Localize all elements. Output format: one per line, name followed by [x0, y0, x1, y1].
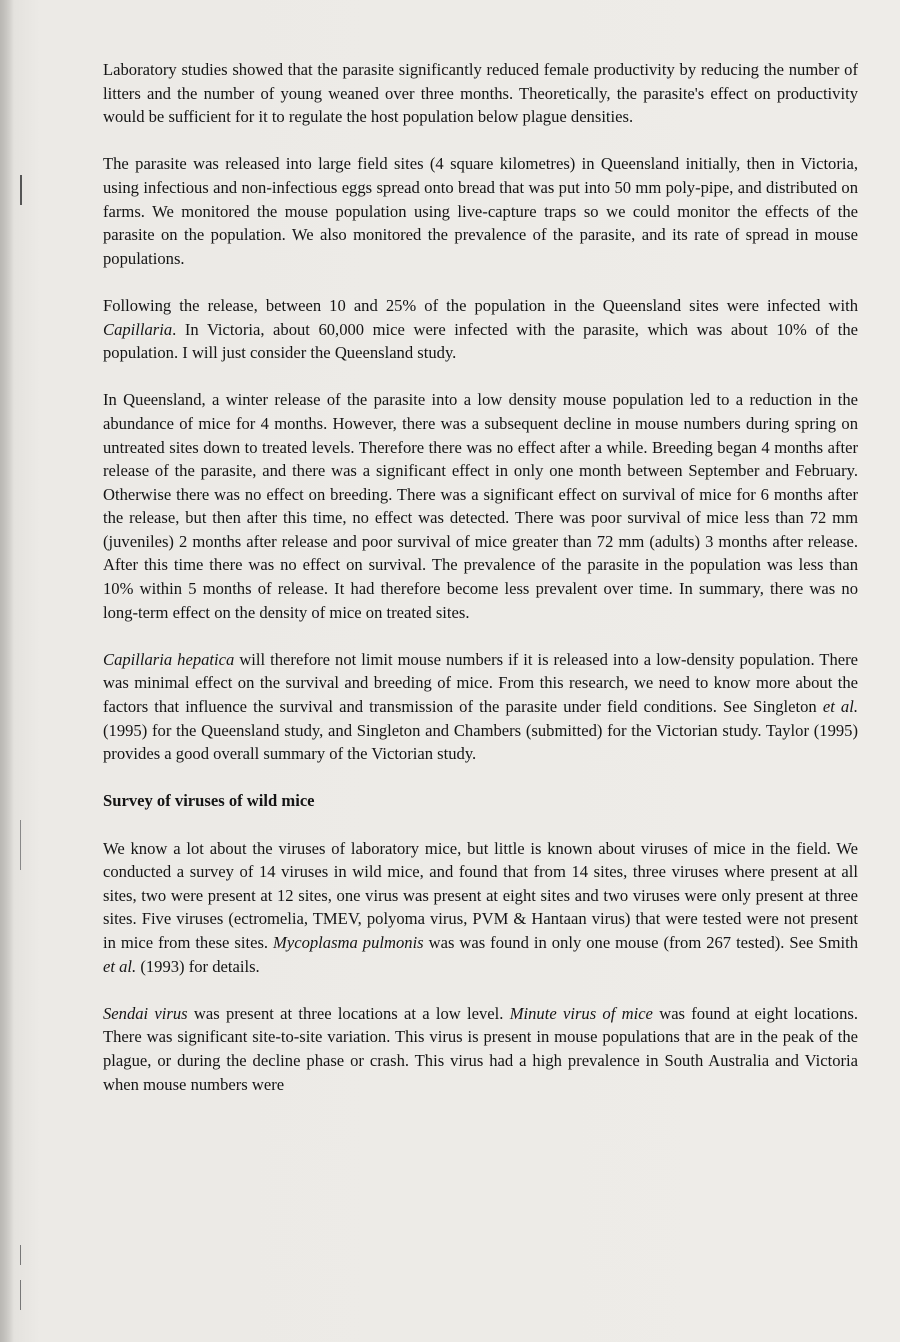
paragraph-text: (1995) for the Queensland study, and Singleton and Chambers (submitted) for the Victorian study. Taylor (1995) provides a good overall summary of the Victorian study. — [103, 720, 858, 764]
margin-mark — [20, 1245, 21, 1265]
paragraph-queensland-results — [103, 388, 858, 624]
margin-mark — [20, 1280, 21, 1310]
body-text — [103, 58, 858, 1120]
paragraph-conclusion — [103, 648, 858, 766]
paragraph-infection-rate — [103, 294, 858, 365]
paragraph-text: We know a lot about the viruses of laboratory mice, but little is known about viruses of mice in the field. We conducted a survey of 14 viruses in wild mice, and found that from 14 sites, three viruses where present at all sites, two were present at 12 sites, one virus was present at eight sites and two viruses were only present at three sites. Five viruses (ectromelia, TMEV, polyoma virus, PVM & Hantaan virus) that were tested were not present in mice from these sites. — [103, 838, 858, 952]
citation-etal: et al. — [103, 956, 137, 976]
paragraph-text: was found at eight locations. There was significant site-to-site variation. This virus is present in mouse populations that are in the peak of the plague, or during the decline phase or crash. This virus had a high prevalence in South Australia and Victoria when mouse numbers were — [103, 1003, 859, 1094]
paragraph-text: (1993) for details. — [136, 956, 260, 976]
species-name: Capillaria hepatica — [103, 649, 235, 669]
paragraph-text: The parasite was released into large field sites (4 square kilometres) in Queensland initially, then in Victoria, using infectious and non-infectious eggs spread onto bread that was put into 50 mm poly-pipe, and distributed on farms. We monitored the mouse population using live-capture traps so we could monitor the effects of the parasite on the population. We also monitored the prevalence of the parasite, and its rate of spread in mouse populations. — [103, 154, 858, 268]
margin-mark — [20, 175, 22, 205]
virus-name: Sendai virus — [103, 1003, 188, 1023]
species-name: Capillaria — [103, 319, 173, 339]
binding-shadow — [0, 0, 14, 1342]
paragraph-sendai-minute-virus — [103, 1002, 858, 1096]
paragraph-text: was was found in only one mouse (from 267 tested). See Smith — [423, 932, 859, 952]
margin-mark — [20, 820, 21, 870]
section-heading: Survey of viruses of wild mice — [103, 791, 315, 811]
citation-etal: et al. — [822, 697, 858, 717]
paragraph-text: Laboratory studies showed that the parasite significantly reduced female productivity by reducing the number of litters and the number of young weaned over three months. Theoretically, the parasite's effect on productivity would be sufficient for it to regulate the host population below plague densities. — [103, 60, 858, 127]
paragraph-text: will therefore not limit mouse numbers if it is released into a low-density population. There was minimal effect on the survival and breeding of mice. From this research, we need to know more about the factors that influence the survival and transmission of the parasite under field conditions. See Singleton — [103, 649, 858, 717]
paragraph-lab-studies — [103, 58, 858, 129]
paragraph-text: In Queensland, a winter release of the parasite into a low density mouse population led to a reduction in the abundance of mice for 4 months. However, there was a subsequent decline in mouse numbers during spring on untreated sites down to treated levels. Therefore there was no effect after a while. Breeding began 4 months after release of the parasite, and there was a significant effect in only one month between September and February. Otherwise there was no effect on breeding. There was a significant effect on survival of mice for 6 months after the release, but then after this time, no effect was detected. There was poor survival of mice less than 72 mm (juveniles) 2 months after release and poor survival of mice greater than 72 mm (adults) 3 months after release. After this time there was no effect on survival. The prevalence of the parasite in the population was less than 10% within 5 months of release. It had therefore become less prevalent over time. In summary, there was no long-term effect on the density of mice on treated sites. — [103, 390, 858, 622]
paragraph-text: was present at three locations at a low level. — [187, 1003, 510, 1023]
species-name: Mycoplasma pulmonis — [273, 932, 424, 952]
paragraph-text: . In Victoria, about 60,000 mice were infected with the parasite, which was about 10% of the population. I will just consider the Queensland study. — [103, 319, 858, 363]
paragraph-text: Following the release, between 10 and 25% of the population in the Queensland sites were infected with — [103, 295, 858, 315]
paragraph-field-release — [103, 152, 858, 270]
paragraph-virus-survey — [103, 837, 858, 979]
virus-name: Minute virus of mice — [509, 1003, 653, 1023]
